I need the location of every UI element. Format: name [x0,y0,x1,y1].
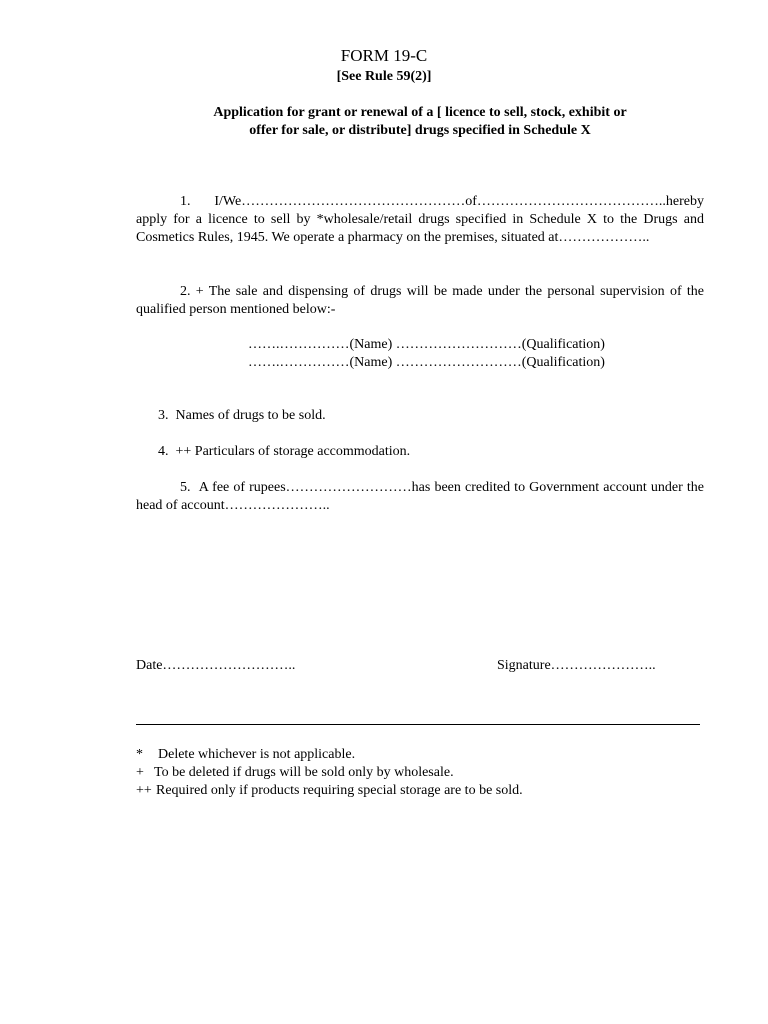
supervisor-line-2: …….……………(Name) ………………………(Qualification) [248,355,605,370]
footnote-1-mark: * [136,747,143,762]
footnote-2-text: To be deleted if drugs will be sold only by wholesale. [154,765,454,780]
footnote-2 [136,764,454,782]
rule-reference: [See Rule 59(2)] [336,69,432,84]
footnote-2-mark: + [136,765,144,780]
footnote-divider [136,724,700,725]
item-2-supervision [136,283,704,319]
footnote-1 [136,746,355,764]
heading-line-1: Application for grant or renewal of a [ licence to sell, stock, exhibit or [213,105,627,120]
item-4-text: ++ Particulars of storage accommodation. [175,444,411,459]
item-2-number: 2. [180,284,191,299]
supervisor-line-1: …….……………(Name) ………………………(Qualification) [248,337,605,352]
item-3-drug-names [158,407,698,425]
date-line: Date……………………….. [136,658,296,673]
item-1-text: I/We…………………………………………of…………………………………..hereby apply for a licence to sell by *wholesale/retail drugs specified in Schedule X to the Drugs and Cosmetics Rules, 1945. We operate a pharmacy on the premises, situated at……………….. [136,194,704,245]
item-5-number: 5. [180,480,191,495]
signature-line: Signature………………….. [497,658,656,673]
footnote-3-mark: ++ [136,783,152,798]
item-1-applicant [136,193,704,247]
footnote-3 [136,782,523,800]
item-4-number: 4. [158,444,169,459]
item-3-number: 3. [158,408,169,423]
item-4-storage [158,443,698,461]
form-title: FORM 19-C [340,46,428,65]
item-3-text: Names of drugs to be sold. [175,408,326,423]
footnote-3-text: Required only if products requiring special storage are to be sold. [156,783,523,798]
item-5-text: A fee of rupees………………………has been credited to Government account under the head of account………………….. [136,480,704,513]
application-heading [150,104,690,140]
item-2-text: + The sale and dispensing of drugs will be made under the personal supervision of the qualified person mentioned below:- [136,284,704,317]
item-1-number: 1. [180,194,191,209]
item-5-fee [136,479,704,515]
heading-line-2: offer for sale, or distribute] drugs specified in Schedule X [249,123,591,138]
footnote-1-text: Delete whichever is not applicable. [158,747,356,762]
